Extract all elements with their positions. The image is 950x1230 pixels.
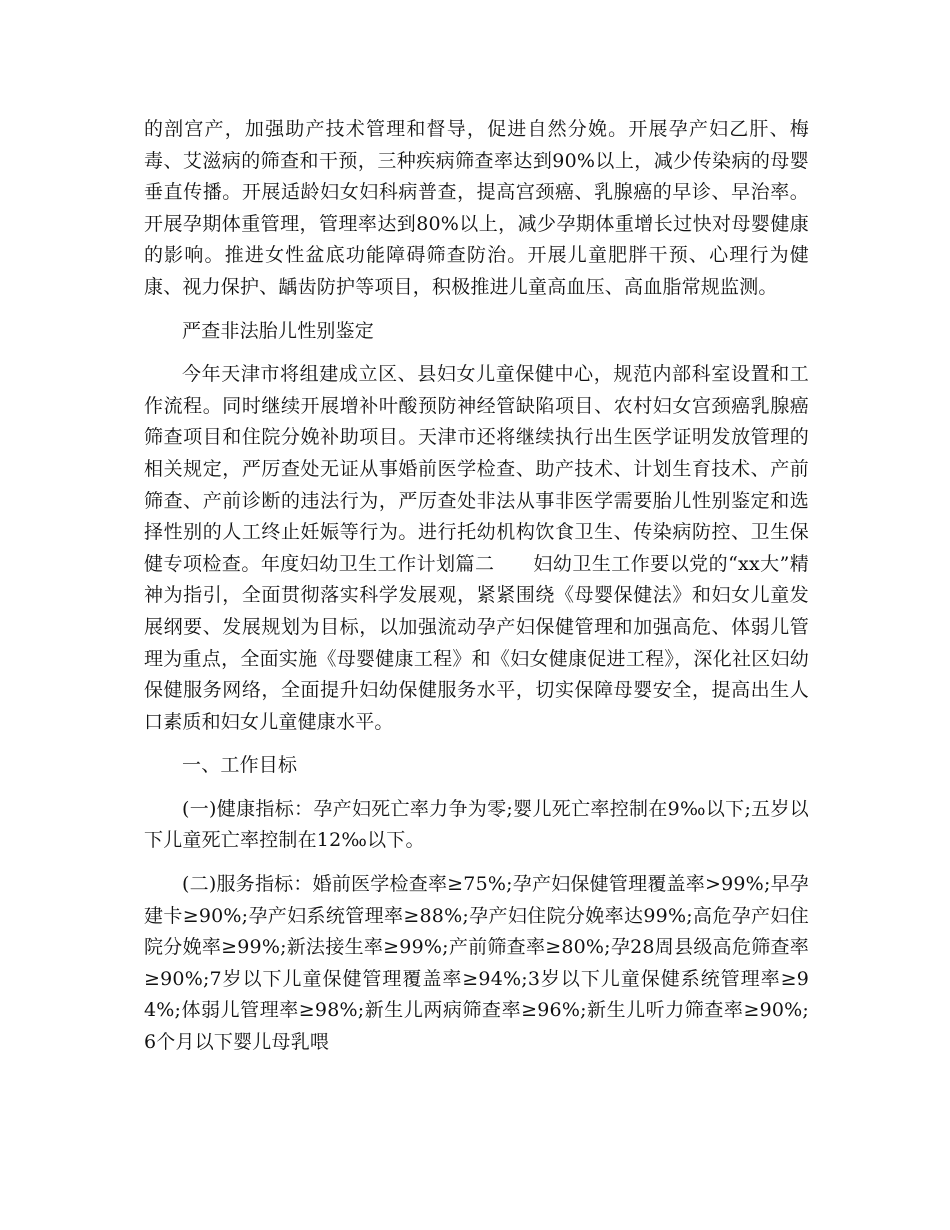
- section-heading-work-goals: 一、工作目标: [182, 754, 298, 777]
- paragraph-tianjin-plan: 今年天津市将组建成立区、县妇女儿童保健中心，规范内部科室设置和工作流程。同时继续开展增补叶酸预防神经管缺陷项目、农村妇女宫颈癌乳腺癌筛查项目和住院分娩补助项目。天津市还将继续执行出生医学证明发放管理的相关规定，严厉查处无证从事婚前医学检查、助产技术、计划生育技术、产前筛查、产前诊断的违法行为，严厉查处非法从事非医学需要胎儿性别鉴定和选择性别的人工终止妊娠等行为。进行托幼机构饮食卫生、传染病防控、卫生保健专项检查。年度妇幼卫生工作计划篇二 妇幼卫生工作要以党的“xx大”精神为指引，全面贯彻落实科学发展观，紧紧围绕《母婴保健法》和妇女儿童发展纲要、发展规划为目标，以加强流动孕产妇保健管理和加强高危、体弱儿管理为重点，全面实施《母婴健康工程》和《妇女健康促进工程》，深化社区妇幼保健服务网络，全面提升妇幼保健服务水平，切实保障母婴安全，提高出生人口素质和妇女儿童健康水平。: [144, 363, 809, 733]
- section-heading-sex-identification: 严查非法胎儿性别鉴定: [182, 319, 375, 342]
- document-body: [144, 114, 809, 1059]
- paragraph-health-indicators: (一)健康指标：孕产妇死亡率力争为零;婴儿死亡率控制在9‰以下;五岁以下儿童死亡率控制在12‰以下。: [144, 797, 809, 852]
- paragraph-maternal-screening: 的剖宫产，加强助产技术管理和督导，促进自然分娩。开展孕产妇乙肝、梅毒、艾滋病的筛查和干预，三种疾病筛查率达到90%以上，减少传染病的母婴垂直传播。开展适龄妇女妇科病普查，提高宫颈癌、乳腺癌的早诊、早治率。开展孕期体重管理，管理率达到80%以上，减少孕期体重增长过快对母婴健康的影响。推进女性盆底功能障碍筛查防治。开展儿童肥胖干预、心理行为健康、视力保护、龋齿防护等项目，积极推进儿童高血压、高血脂常规监测。: [144, 118, 809, 298]
- paragraph-service-indicators: (二)服务指标：婚前医学检查率≥75%;孕产妇保健管理覆盖率>99%;早孕建卡≥90%;孕产妇系统管理率≥88%;孕产妇住院分娩率达99%;高危孕产妇住院分娩率≥99%;新法接生率≥99%;产前筛查率≥80%;孕28周县级高危筛查率≥90%;7岁以下儿童保健管理覆盖率≥94%;3岁以下儿童保健系统管理率≥94%;体弱儿管理率≥98%;新生儿两病筛查率≥96%;新生儿听力筛查率≥90%;6个月以下婴儿母乳喂: [144, 873, 809, 1054]
